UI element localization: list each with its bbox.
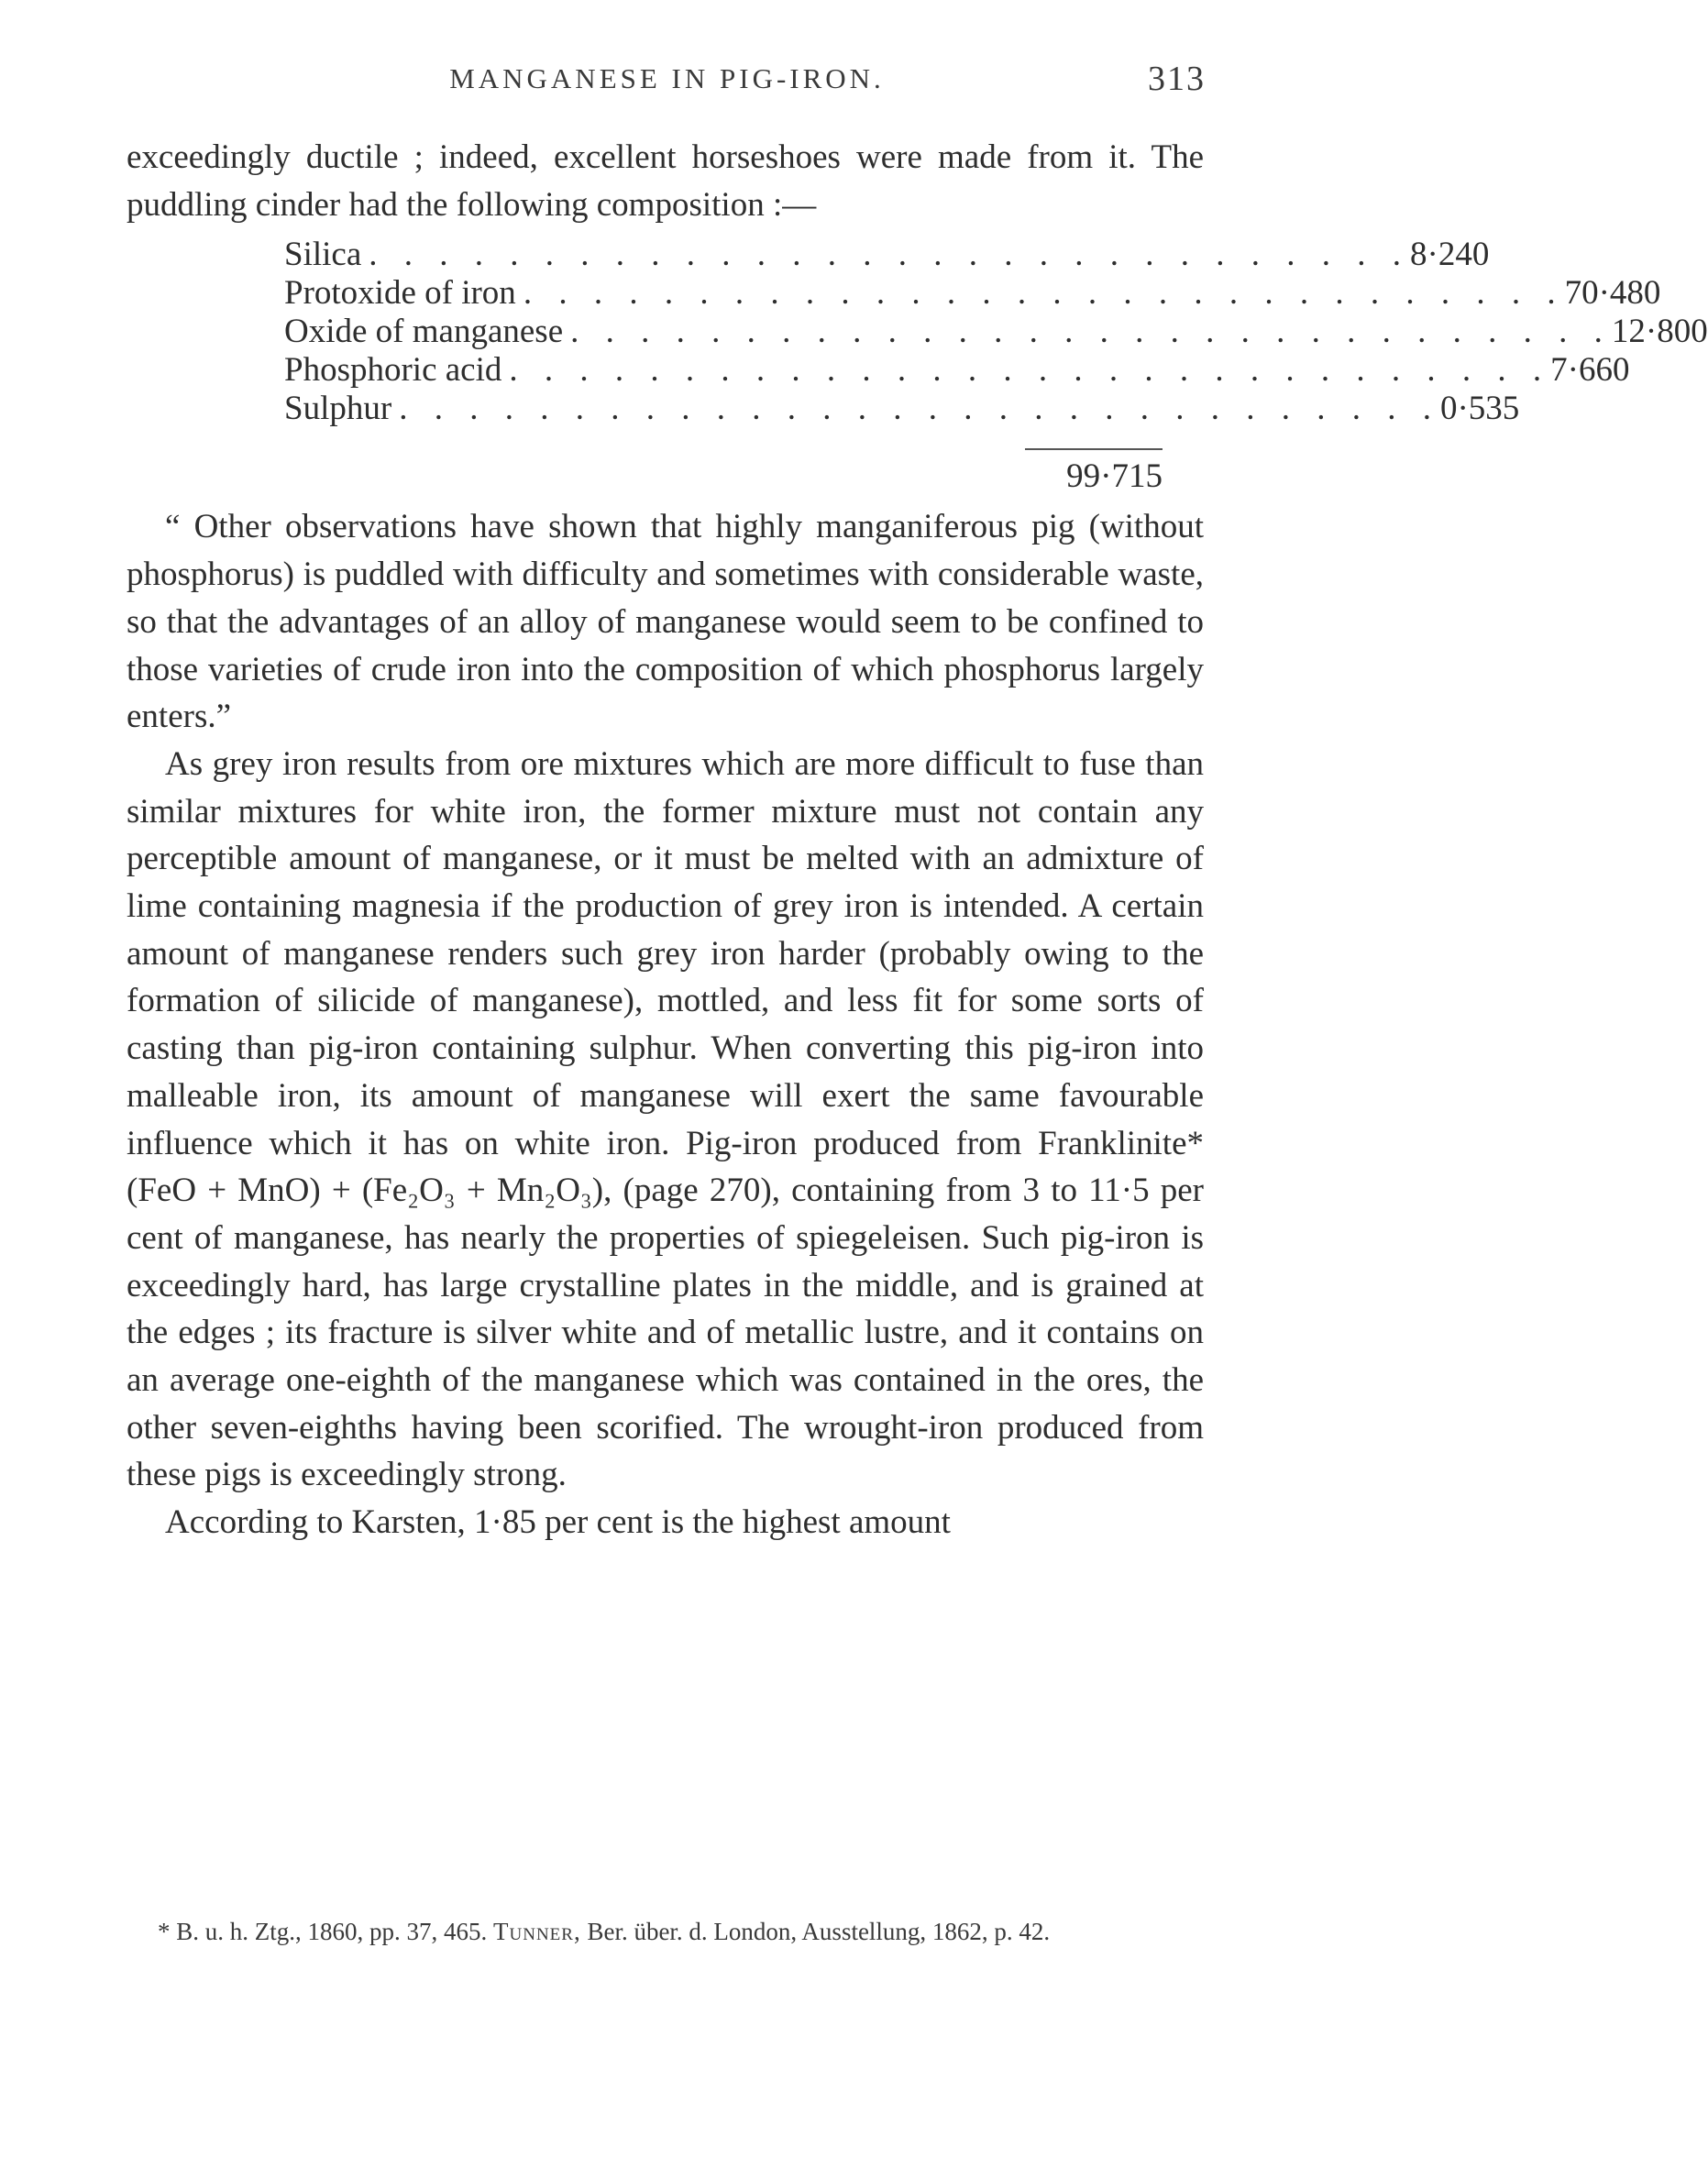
component-value: 12·800 bbox=[1611, 313, 1708, 351]
composition-total-row bbox=[284, 450, 1163, 503]
composition-row bbox=[284, 351, 1630, 390]
page-number: 313 bbox=[1148, 60, 1206, 98]
leader-dots: . . . . . . . . . . . . . . . . . . . . . . . . . . . . . . bbox=[570, 313, 1612, 351]
paragraph-2: “ Other observations have shown that highly manganiferous pig (without phosphorus) is puddled with difficulty and sometimes with considerable waste, so that the advantages of an alloy of manganese would seem to be confined to those varieties of crude iron into the composition of which phosphorus largely enters.” bbox=[127, 508, 1204, 736]
paragraph-4: According to Karsten, 1·85 per cent is the highest amount bbox=[165, 1503, 951, 1542]
component-name: Silica bbox=[284, 236, 362, 274]
footnote bbox=[127, 1912, 1204, 1951]
composition-row bbox=[284, 313, 1708, 351]
composition-table bbox=[284, 236, 1708, 503]
leader-dots: . . . . . . . . . . . . . . . . . . . . . . . . . . . . . . bbox=[399, 390, 1440, 428]
component-value: 7·660 bbox=[1550, 351, 1630, 390]
footnote-citation-rest: Ber. über. d. London, Ausstellung, 1862, p. 42. bbox=[587, 1918, 1051, 1945]
composition-row bbox=[284, 390, 1520, 428]
component-name: Sulphur bbox=[284, 390, 392, 428]
component-name: Protoxide of iron bbox=[284, 274, 516, 313]
leader-dots: . . . . . . . . . . . . . . . . . . . . . . . . . . . . . . bbox=[369, 236, 1411, 274]
composition-row bbox=[284, 274, 1661, 313]
component-value: 8·240 bbox=[1410, 236, 1490, 274]
paragraph-3: As grey iron results from ore mixtures which are more difficult to fuse than similar mixtures for white iron, the former mixture must not contain any perceptible amount of manganese, or it must be melted with an admixture of lime containing magnesia if the production of grey iron is intended. A certain amount of manganese renders such grey iron harder (probably owing to the formation of silicide of manganese), mottled, and less fit for some sorts of casting than pig-iron containing sulphur. When converting this pig-iron into malleable iron, its amount of manganese will exert the same favourable influence which it has on white iron. Pig-iron produced from Franklinite* (FeO + MnO) + (Fe₂O₃ + Mn₂O₃), (page 270), containing from 3 to 11·5 per cent of manganese, has nearly the properties of spiegeleisen. Such pig-iron is exceedingly hard, has large crystalline plates in the middle, and is grained at the edges ; its fracture is silver white and of metallic lustre, and it contains on an average one-eighth of the manganese which was contained in the ores, the other seven-eighths having been scorified. The wrought-iron produced from these pigs is exceedingly strong. bbox=[127, 744, 1204, 1494]
composition-row bbox=[284, 236, 1490, 274]
page-header bbox=[128, 62, 1206, 117]
footnotes bbox=[127, 1912, 1204, 1951]
footnote-citation: * B. u. h. Ztg., 1860, pp. 37, 465. bbox=[158, 1918, 488, 1945]
running-head: MANGANESE IN PIG-IRON. bbox=[449, 62, 885, 94]
leader-dots: . . . . . . . . . . . . . . . . . . . . . . . . . . . . . . bbox=[509, 351, 1551, 390]
paragraph-1: exceedingly ductile ; indeed, excellent horseshoes were made from it. The puddling cinder had the following composition :— bbox=[127, 138, 1204, 224]
component-name: Phosphoric acid bbox=[284, 351, 502, 390]
composition-total: 99·715 bbox=[1066, 457, 1163, 496]
component-name: Oxide of manganese bbox=[284, 313, 564, 351]
footnote-author: Tunner, bbox=[493, 1918, 581, 1945]
component-value: 70·480 bbox=[1564, 274, 1661, 313]
body-text bbox=[127, 134, 1708, 1546]
leader-dots: . . . . . . . . . . . . . . . . . . . . . . . . . . . . . . bbox=[523, 274, 1565, 313]
component-value: 0·535 bbox=[1439, 390, 1520, 428]
